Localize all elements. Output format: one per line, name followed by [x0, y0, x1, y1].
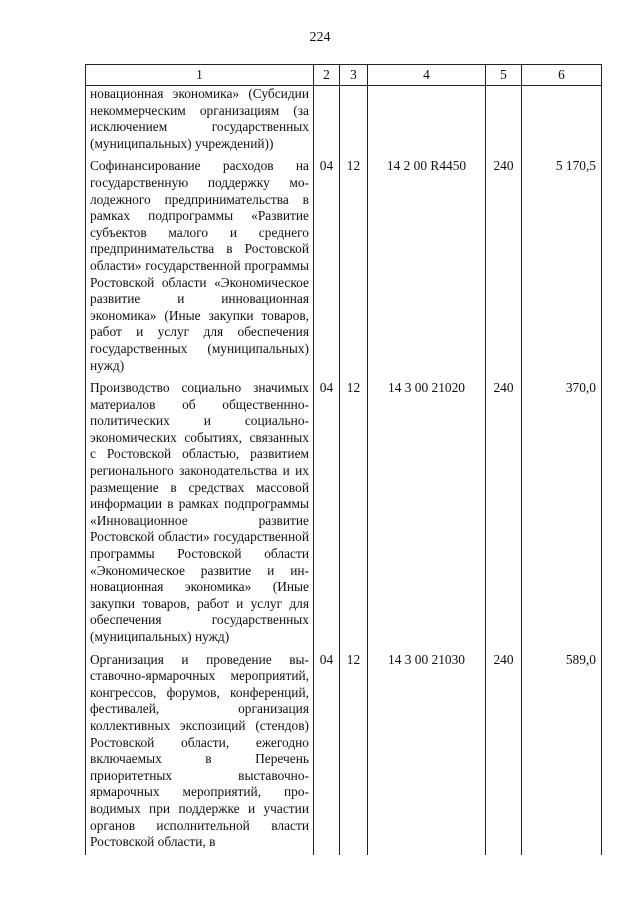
- row-section: 04: [314, 378, 340, 650]
- row-expense-type: 240: [486, 650, 522, 855]
- row-expense-type: [486, 86, 522, 157]
- row-amount: 589,0: [522, 650, 602, 855]
- row-description: Организация и проведение выставочно-ярмарочных мероприятий, конгрессов, форумов, конференций, фестивалей, организация коллективных экспозиций (стендов) Ростовской области, ежегодно включаемых в Перечень приоритетных выставочно-ярмарочных мероприятий, проводимых при поддержке и участии органов исполнительной власти Ростовской области, в: [86, 650, 314, 855]
- header-col-6: 6: [522, 65, 602, 86]
- row-target-article: 14 2 00 R4450: [368, 156, 486, 378]
- row-description: Производство социально значимых материалов об общественнно-политических и социально-экономических событиях, связанных с Ростовской областью, развитием регионального законодательства и их размещение в средствах массовой информации в рамках подпрограммы «Инновационное развитие Ростовской области» государственной программы Ростовской области «Экономическое развитие и инновационная экономика» (Иные закупки товаров, работ и услуг для обеспечения государственных (муниципальных) нужд): [86, 378, 314, 650]
- row-expense-type: 240: [486, 156, 522, 378]
- header-col-5: 5: [486, 65, 522, 86]
- row-subsection: 12: [340, 156, 368, 378]
- row-section: [314, 86, 340, 157]
- row-amount: [522, 86, 602, 157]
- table-row: [86, 378, 602, 650]
- table-row: [86, 156, 602, 378]
- row-amount: 5 170,5: [522, 156, 602, 378]
- budget-table: [85, 64, 602, 855]
- row-description: новационная экономика» (Субсидии некоммерческим организациям (за исключением государственных (муниципальных) учреждений)): [86, 86, 314, 157]
- row-section: 04: [314, 650, 340, 855]
- table-row: [86, 86, 602, 157]
- table-row: [86, 650, 602, 855]
- page-number: 224: [309, 30, 331, 45]
- row-expense-type: 240: [486, 378, 522, 650]
- table-header-row: [86, 65, 602, 86]
- row-amount: 370,0: [522, 378, 602, 650]
- row-subsection: 12: [340, 650, 368, 855]
- header-col-1: 1: [86, 65, 314, 86]
- row-target-article: 14 3 00 21030: [368, 650, 486, 855]
- row-subsection: [340, 86, 368, 157]
- row-section: 04: [314, 156, 340, 378]
- header-col-4: 4: [368, 65, 486, 86]
- header-col-2: 2: [314, 65, 340, 86]
- row-description: Софинансирование расходов на государственную поддержку молодежного предпринимательства в рамках подпрограммы «Развитие субъектов малого и среднего предпринимательства в Ростовской области» государственной программы Ростовской области «Экономическое развитие и инновационная экономика» (Иные закупки товаров, работ и услуг для обеспечения государственных (муниципальных) нужд): [86, 156, 314, 378]
- header-col-3: 3: [340, 65, 368, 86]
- row-target-article: 14 3 00 21020: [368, 378, 486, 650]
- row-subsection: 12: [340, 378, 368, 650]
- row-target-article: [368, 86, 486, 157]
